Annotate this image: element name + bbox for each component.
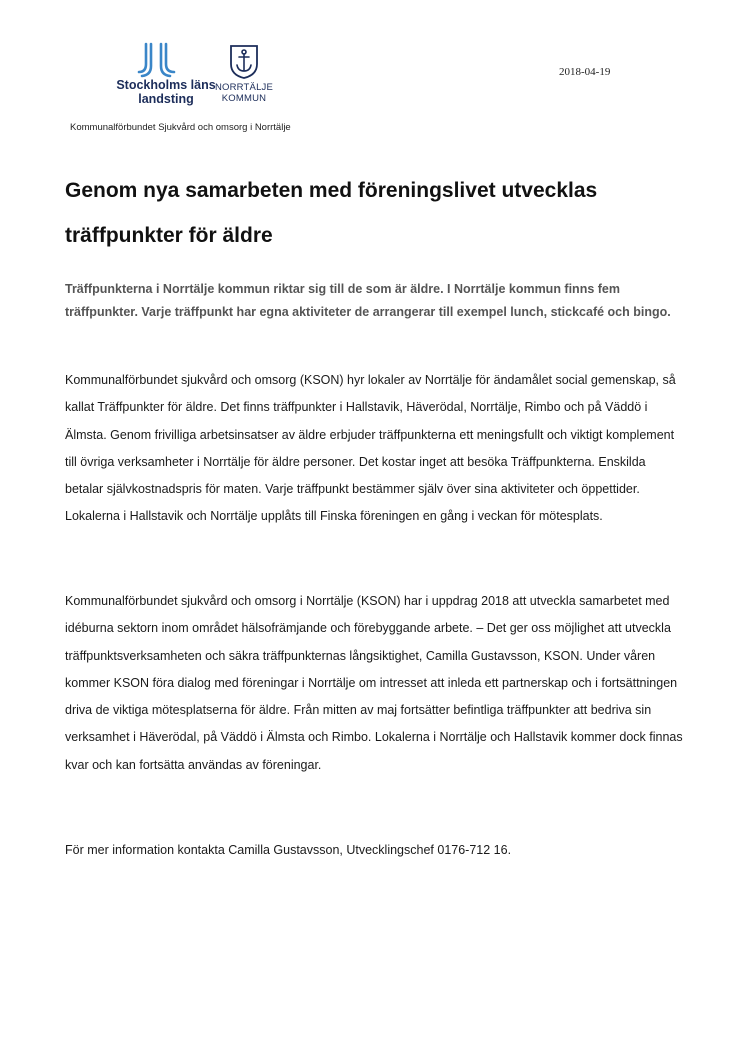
sll-logo-icon xyxy=(137,42,177,78)
nk-name-line1: NORRTÄLJE xyxy=(214,82,274,93)
sll-logo-text xyxy=(104,78,228,106)
page-title: Genom nya samarbeten med föreningslivet utvecklas träffpunkter för äldre xyxy=(65,179,598,247)
anchor-shield-icon xyxy=(228,44,260,80)
organization-line: Kommunalförbundet Sjukvård och omsorg i Norrtälje xyxy=(70,122,291,133)
letterhead xyxy=(68,42,628,138)
lead-paragraph: Träffpunkterna i Norrtälje kommun riktar sig till de som är äldre. I Norrtälje kommun finns fem träffpunkter. Varje träffpunkt har egna aktiviteter de arrangerar till exempel lunch, stickcafé och bingo. xyxy=(65,282,671,319)
contact-paragraph: För mer information kontakta Camilla Gustavsson, Utvecklingschef 0176-712 16. xyxy=(65,843,512,857)
body-paragraph-1: Kommunalförbundet sjukvård och omsorg (KSON) hyr lokaler av Norrtälje för ändamålet social gemenskap, så kallat Träffpunkter för äldre. Det finns träffpunkter i Hallstavik, Häverödal, Norrtälje, Rimbo och på Väddö i Älmsta. Genom frivilliga arbetsinsatser av äldre erbjuder träffpunkterna ett meningsfullt och viktigt komplement till övriga verksamheter i Norrtälje för äldre personer. Det kostar inget att besöka Träffpunkterna. Enskilda betalar självkostnadspris för maten. Varje träffpunkt bestämmer själv över sina aktiviteter och öppettider. Lokalerna i Hallstavik och Norrtälje upplåts till Finska föreningen en gång i veckan för mötesplats. xyxy=(65,373,676,524)
nk-name-line2: KOMMUN xyxy=(221,93,267,104)
nk-logo-text xyxy=(214,82,274,104)
sll-name-line2: landsting xyxy=(138,92,194,106)
norrtalje-kommun-logo xyxy=(214,44,274,114)
body-paragraph-2: Kommunalförbundet sjukvård och omsorg i Norrtälje (KSON) har i uppdrag 2018 att utveckla samarbetet med idéburna sektorn inom området hälsofrämjande och förebyggande arbete. – Det ger oss möjlighet att utveckla träffpunktsverksamheten och säkra träffpunkternas långsiktighet, Camilla Gustavsson, KSON. Under våren kommer KSON föra dialog med föreningar i Norrtälje om intresset att inleda ett partnerskap och i fortsättningen driva de viktiga mötesplatserna för äldre. Från mitten av maj fortsätter befintliga träffpunkter att bedriva sin verksamhet i Häverödal, på Väddö i Älmsta och Rimbo. Lokalerna i Norrtälje och Hallstavik kommer dock finnas kvar och kan fortsätta användas av föreningar. xyxy=(65,594,683,772)
stockholms-lans-landsting-logo xyxy=(104,42,216,112)
document-date: 2018-04-19 xyxy=(559,66,611,78)
sll-name-line1: Stockholms läns xyxy=(116,78,216,92)
